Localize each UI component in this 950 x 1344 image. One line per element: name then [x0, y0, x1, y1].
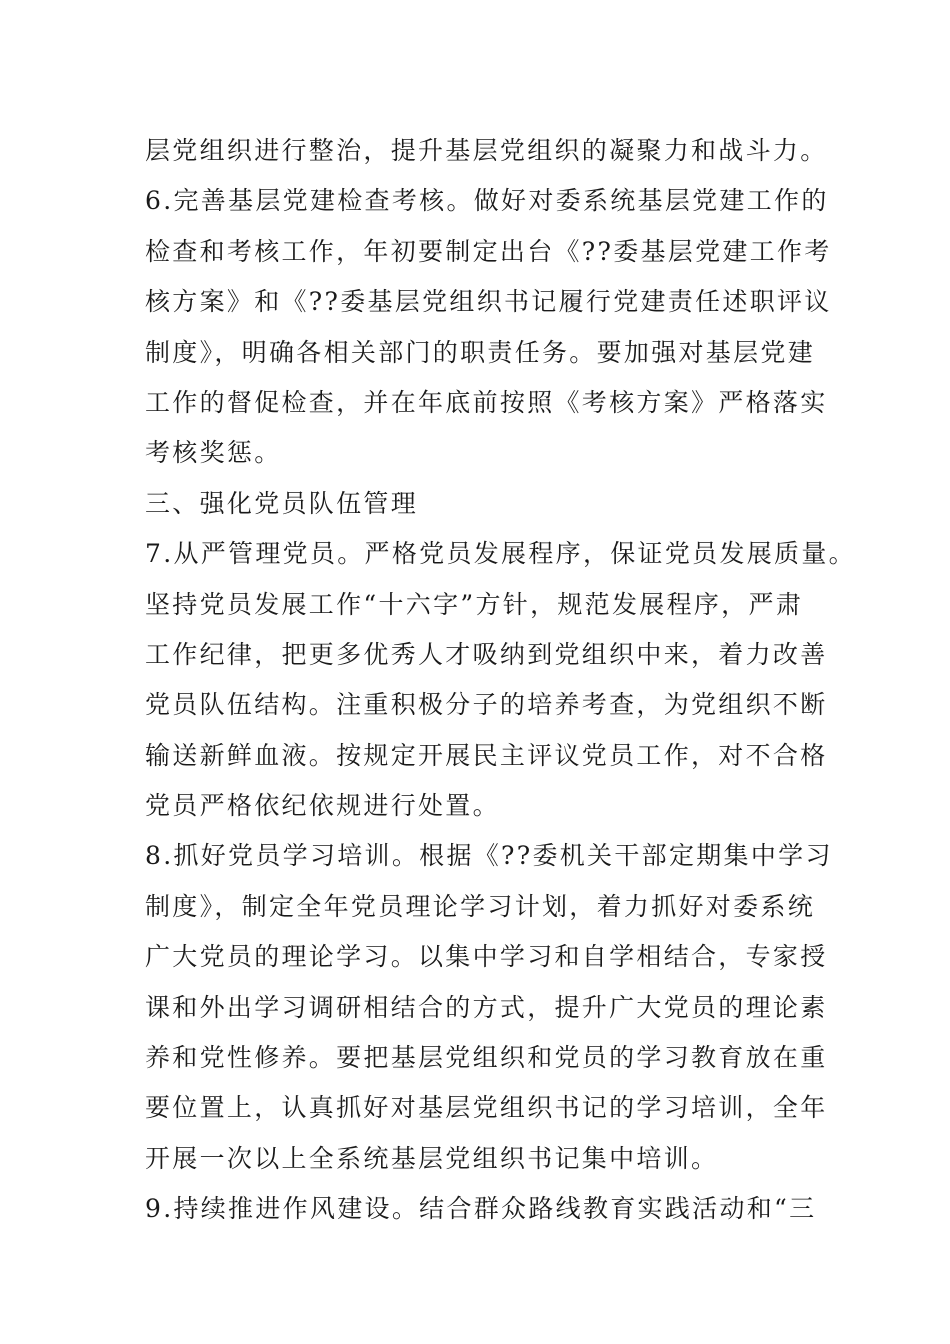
text-line: 6.完善基层党建检查考核。做好对委系统基层党建工作的: [145, 186, 829, 216]
text-line: 养和党性修养。要把基层党组织和党员的学习教育放在重: [145, 1043, 828, 1073]
text-line: 输送新鲜血液。按规定开展民主评议党员工作，对不合格: [145, 740, 828, 770]
text-line: 制度》，制定全年党员理论学习计划，着力抓好对委系统: [145, 891, 816, 921]
text-line: 层党组织进行整治，提升基层党组织的凝聚力和战斗力。: [145, 136, 828, 165]
text-line: 8.抓好党员学习培训。根据《??委机关干部定期集中学习: [145, 841, 833, 871]
text-line: 7.从严管理党员。严格党员发展程序，保证党员发展质量。: [145, 539, 856, 569]
text-line: 坚持党员发展工作“十六字”方针，规范发展程序，严肃: [145, 589, 804, 619]
text-line: 核方案》和《??委基层党组织书记履行党建责任述职评议: [145, 287, 832, 317]
text-line: 9.持续推进作风建设。结合群众路线教育实践活动和“三: [145, 1194, 817, 1224]
text-line: 考核奖惩。: [145, 438, 282, 468]
text-line: 党员严格依纪依规进行处置。: [145, 791, 500, 821]
text-line: 工作纪律，把更多优秀人才吸纳到党组织中来，着力改善: [145, 639, 828, 669]
section-heading: 三、强化党员队伍管理: [145, 488, 419, 518]
text-line: 党员队伍结构。注重积极分子的培养考查，为党组织不断: [145, 690, 828, 720]
text-line: 广大党员的理论学习。以集中学习和自学相结合，专家授: [145, 942, 828, 972]
text-line: 开展一次以上全系统基层党组织书记集中培训。: [145, 1143, 719, 1173]
document-body: [145, 126, 856, 1235]
text-line: 课和外出学习调研相结合的方式，提升广大党员的理论素: [145, 992, 828, 1022]
text-line: 检查和考核工作，年初要制定出台《??委基层党建工作考: [145, 236, 832, 266]
text-line: 要位置上，认真抓好对基层党组织书记的学习培训，全年: [145, 1093, 828, 1123]
text-line: 工作的督促检查，并在年底前按照《考核方案》严格落实: [145, 387, 828, 417]
text-line: 制度》，明确各相关部门的职责任务。要加强对基层党建: [145, 337, 816, 367]
